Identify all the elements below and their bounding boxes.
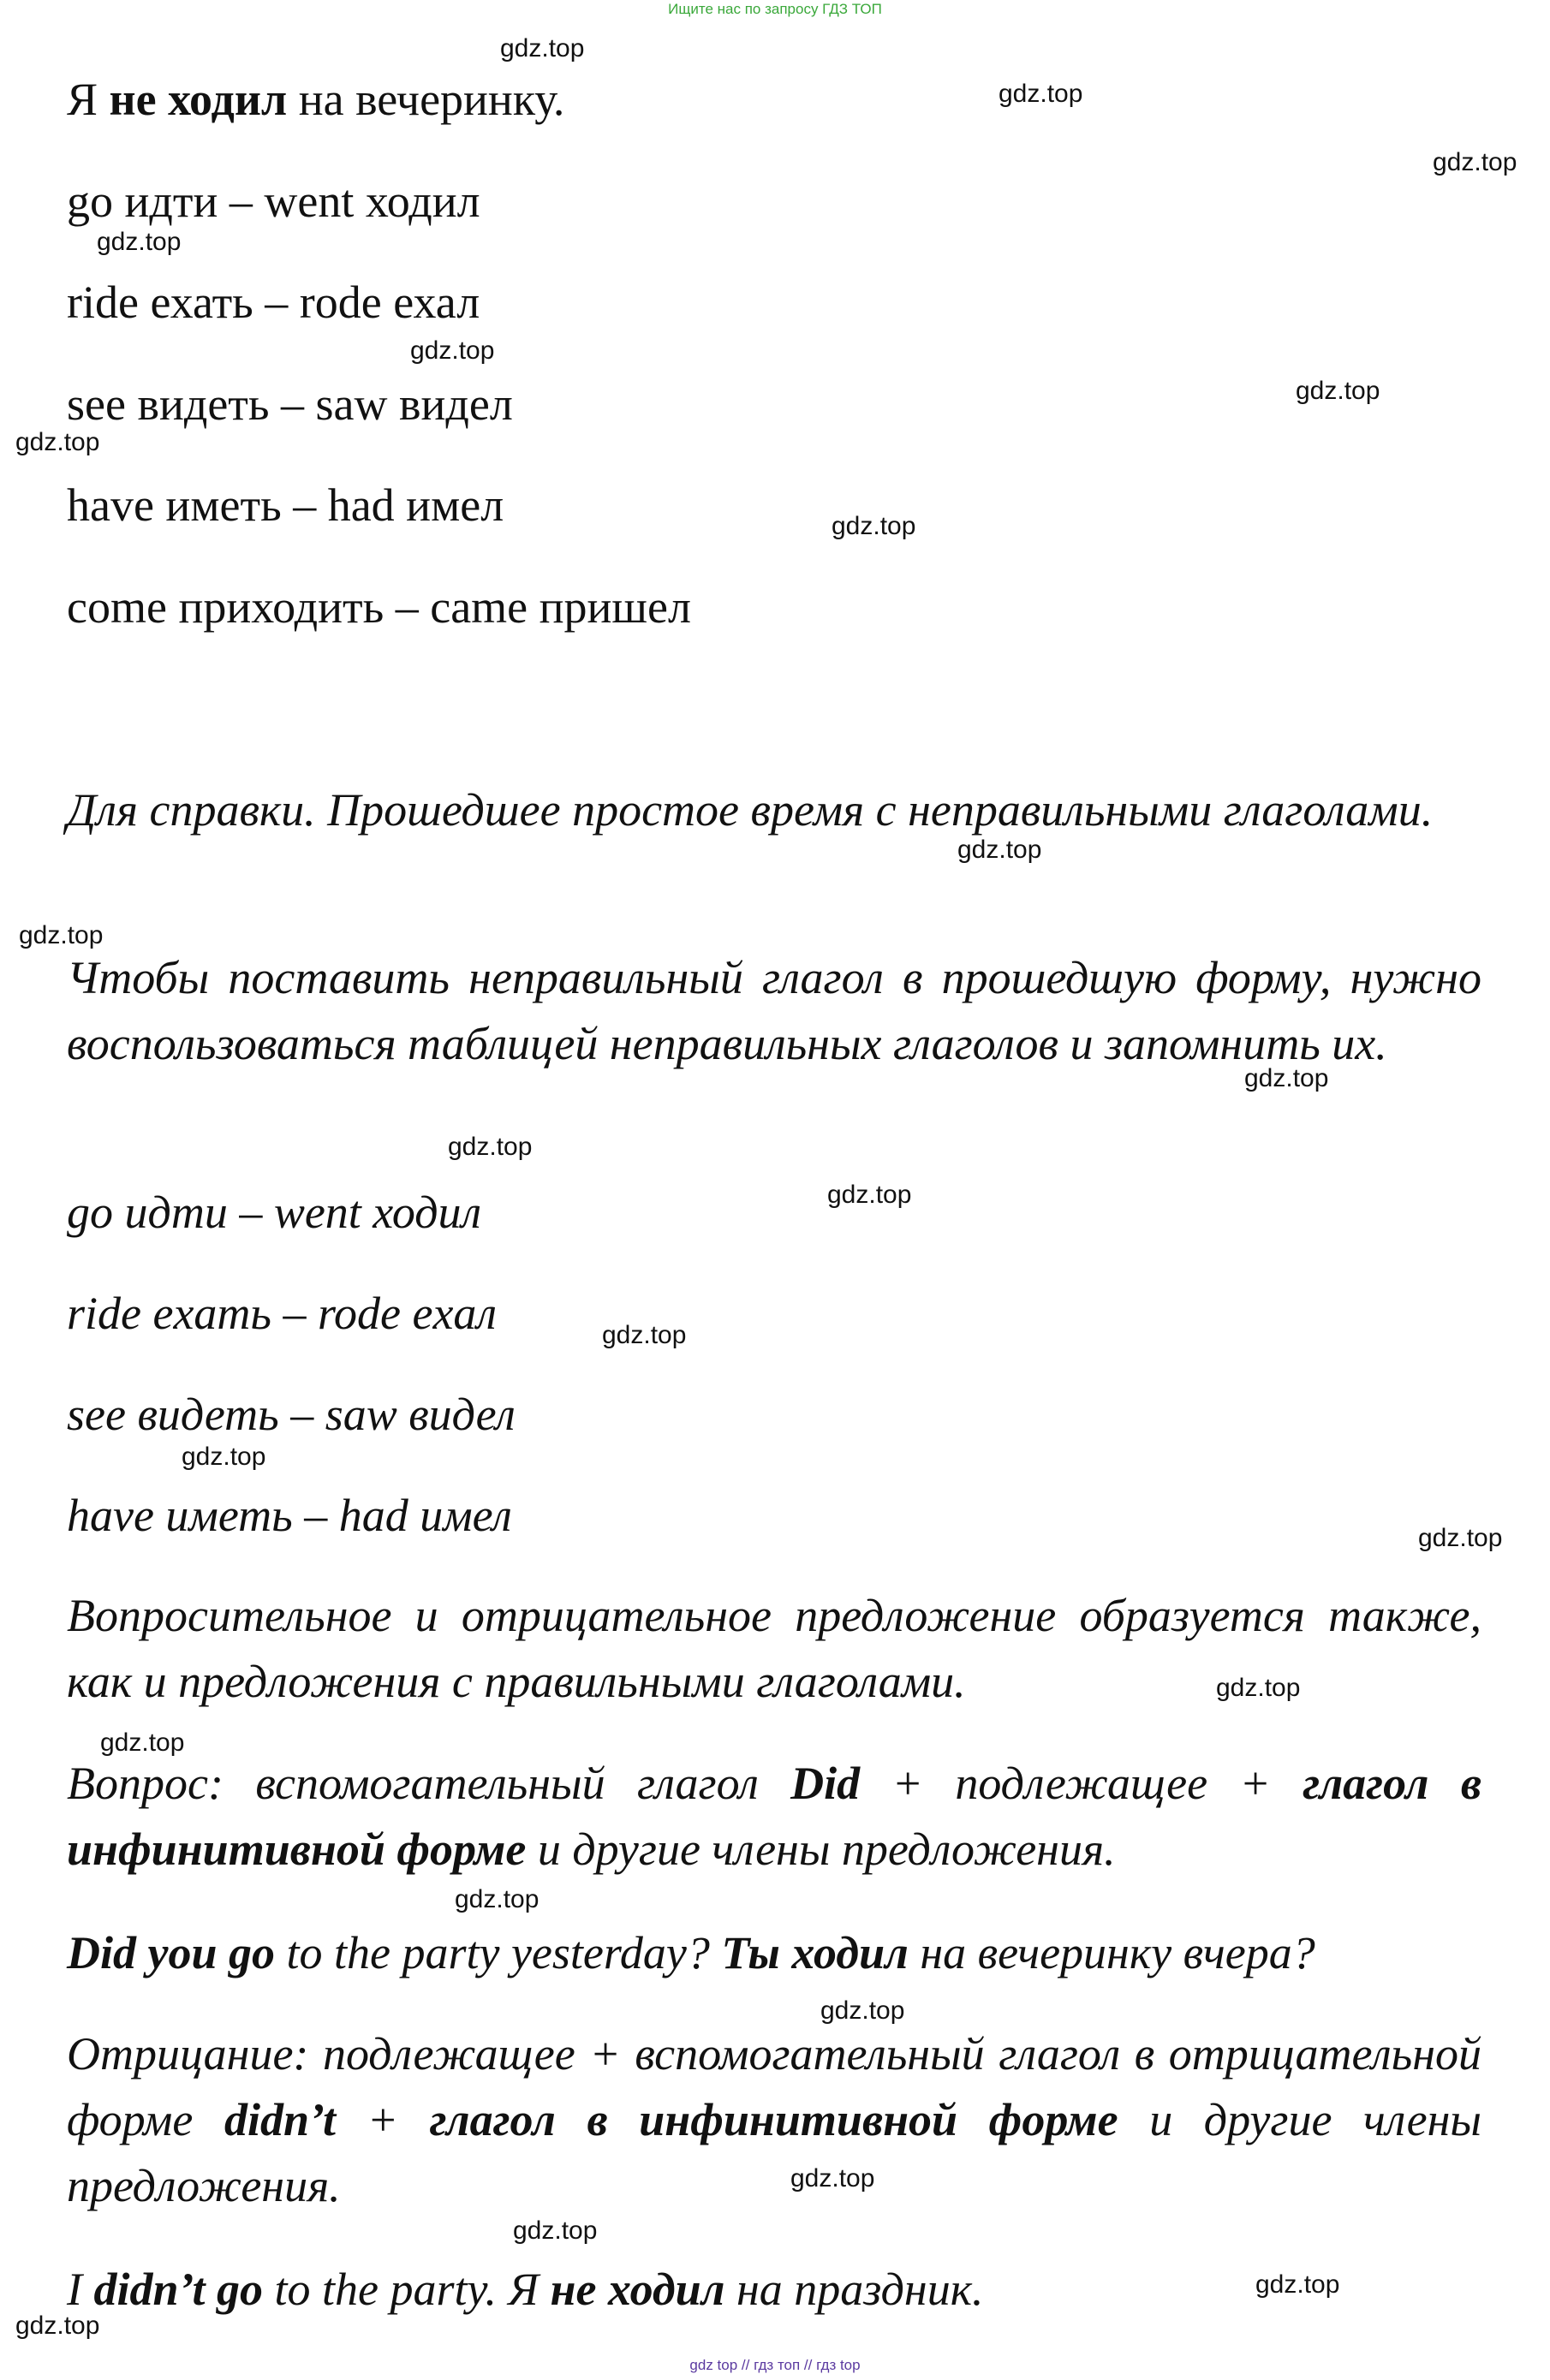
watermark: gdz.top [957, 836, 1042, 864]
sentence-line-1 [67, 72, 564, 127]
question-example [67, 1925, 1315, 1980]
top-banner: Ищите нас по запросу ГДЗ ТОП [668, 1, 882, 17]
watermark: gdz.top [1255, 2270, 1340, 2299]
ref-verb-go: go идти – went ходил [67, 1187, 482, 1238]
negative-rule [67, 2021, 1481, 2219]
watermark: gdz.top [513, 2216, 598, 2245]
text-part: to the party yesterday? [275, 1927, 722, 1978]
watermark: gdz.top [820, 1996, 905, 2025]
text-part: на праздник. [724, 2264, 984, 2315]
ref-verb-ride: ride exать – rode exал [67, 1288, 497, 1339]
watermark: gdz.top [1418, 1524, 1503, 1552]
verb-line-see: see видеть – saw видел [67, 378, 513, 430]
watermark: gdz.top [602, 1321, 687, 1349]
watermark: gdz.top [448, 1133, 533, 1161]
question-rule [67, 1751, 1481, 1883]
bold-part: Did you go [67, 1927, 275, 1978]
text-part: + подлежащее + [860, 1758, 1303, 1809]
bottom-banner: gdz top // гдз топ // гдз top [689, 2357, 861, 2373]
text-part: Отрицание: подлежащее + вспомогательный глагол в отрицательной форме [67, 2028, 1481, 2145]
watermark: gdz.top [832, 512, 916, 540]
ref-verb-see: see видеть – saw видел [67, 1389, 516, 1440]
reference-explanation: Чтобы поставить неправильный глагол в прошедшую форму, нужно воспользоваться таблицей неправильных глаголов и запомнить их. [67, 952, 1481, 1069]
verb-line-have: have иметь – had имел [67, 479, 504, 531]
watermark: gdz.top [182, 1443, 266, 1471]
watermark: gdz.top [100, 1728, 185, 1757]
text-part: Я [67, 74, 110, 125]
reference-heading: Для справки. Прошедшее простое время с неправильными глаголами. [67, 784, 1434, 836]
watermark: gdz.top [19, 921, 104, 949]
text-part: на вечеринку вчера? [908, 1927, 1315, 1978]
text-part: Вопрос: вспомогательный глагол [67, 1758, 791, 1809]
text-part: и другие члены предложения. [67, 2094, 1481, 2211]
bold-part: Ты ходил [721, 1927, 909, 1978]
verb-line-go: go идти – went ходил [67, 176, 480, 227]
bold-part: не ходил [109, 74, 288, 125]
watermark: gdz.top [455, 1885, 540, 1913]
watermark: gdz.top [790, 2164, 875, 2193]
text-part: на вечеринку. [287, 74, 565, 125]
text-part: + [336, 2094, 430, 2145]
watermark: gdz.top [1216, 1674, 1301, 1702]
watermark: gdz.top [97, 228, 182, 256]
watermark: gdz.top [999, 80, 1083, 108]
bold-part: глагол в инфинитивной форме [429, 2094, 1118, 2145]
watermark: gdz.top [15, 428, 100, 456]
watermark: gdz.top [410, 336, 495, 365]
watermark: gdz.top [500, 34, 585, 62]
bold-part: не ходил [550, 2264, 725, 2315]
ref-verb-have: have иметь – had имел [67, 1490, 512, 1541]
text-part: I [67, 2264, 94, 2315]
verb-line-come: come приходить – came пришел [67, 581, 691, 633]
watermark: gdz.top [15, 2312, 100, 2340]
watermark: gdz.top [1296, 377, 1380, 405]
bold-part: глагол в инфинитивной форме [67, 1758, 1481, 1875]
verb-line-ride: ride ехать – rode ехал [67, 277, 480, 328]
bold-part: Did [790, 1758, 861, 1809]
question-negative-note: Вопросительное и отрицательное предложение образуется также, как и предложения с правильными глаголами. [67, 1590, 1481, 1707]
bold-part: didn’t go [93, 2264, 264, 2315]
negative-example [67, 2262, 983, 2317]
watermark: gdz.top [1244, 1064, 1329, 1092]
text-part: и другие члены предложения. [526, 1824, 1116, 1875]
watermark: gdz.top [827, 1181, 912, 1209]
bold-part: didn’t [224, 2094, 336, 2145]
watermark: gdz.top [1433, 148, 1517, 176]
text-part: to the party. Я [263, 2264, 551, 2315]
